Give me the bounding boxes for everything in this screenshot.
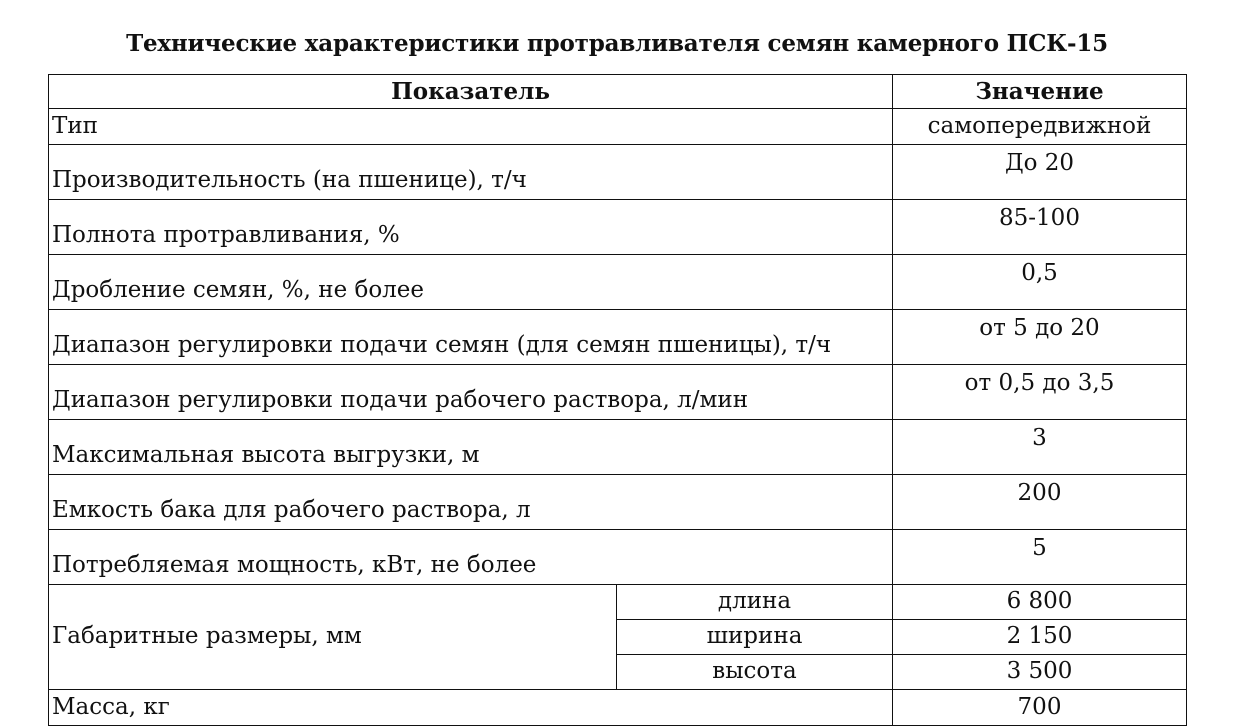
table-row xyxy=(49,200,1187,255)
row-value: 5 xyxy=(893,530,1187,585)
header-value: Значение xyxy=(893,75,1187,109)
row-name: Максимальная высота выгрузки, м xyxy=(49,420,893,475)
table-row xyxy=(49,475,1187,530)
table-row xyxy=(49,255,1187,310)
row-value: 200 xyxy=(893,475,1187,530)
row-name: Емкость бака для рабочего раствора, л xyxy=(49,475,893,530)
table-row xyxy=(49,690,1187,726)
row-name: Полнота протравливания, % xyxy=(49,200,893,255)
row-value: самопередвижной xyxy=(893,109,1187,145)
table-header-row xyxy=(49,75,1187,109)
dimension-label: ширина xyxy=(617,620,893,655)
table-row xyxy=(49,530,1187,585)
row-value: от 0,5 до 3,5 xyxy=(893,365,1187,420)
table-row xyxy=(49,145,1187,200)
specs-table xyxy=(48,74,1187,726)
dimension-value: 3 500 xyxy=(893,655,1187,690)
row-name: Дробление семян, %, не более xyxy=(49,255,893,310)
dimension-value: 6 800 xyxy=(893,585,1187,620)
row-value: До 20 xyxy=(893,145,1187,200)
dimensions-name: Габаритные размеры, мм xyxy=(49,585,617,690)
table-row xyxy=(49,310,1187,365)
row-value: от 5 до 20 xyxy=(893,310,1187,365)
page-title: Технические характеристики протравливателя семян камерного ПСК-15 xyxy=(126,30,1108,57)
row-name: Производительность (на пшенице), т/ч xyxy=(49,145,893,200)
table-row xyxy=(49,365,1187,420)
table-row xyxy=(49,585,1187,620)
row-value: 0,5 xyxy=(893,255,1187,310)
header-parameter: Показатель xyxy=(49,75,893,109)
table-row xyxy=(49,109,1187,145)
dimension-label: высота xyxy=(617,655,893,690)
mass-value: 700 xyxy=(893,690,1187,726)
row-value: 3 xyxy=(893,420,1187,475)
row-name: Диапазон регулировки подачи рабочего раствора, л/мин xyxy=(49,365,893,420)
mass-name: Масса, кг xyxy=(49,690,893,726)
row-name: Потребляемая мощность, кВт, не более xyxy=(49,530,893,585)
dimension-label: длина xyxy=(617,585,893,620)
row-name: Диапазон регулировки подачи семян (для семян пшеницы), т/ч xyxy=(49,310,893,365)
row-name: Тип xyxy=(49,109,893,145)
dimension-value: 2 150 xyxy=(893,620,1187,655)
table-row xyxy=(49,420,1187,475)
row-value: 85-100 xyxy=(893,200,1187,255)
